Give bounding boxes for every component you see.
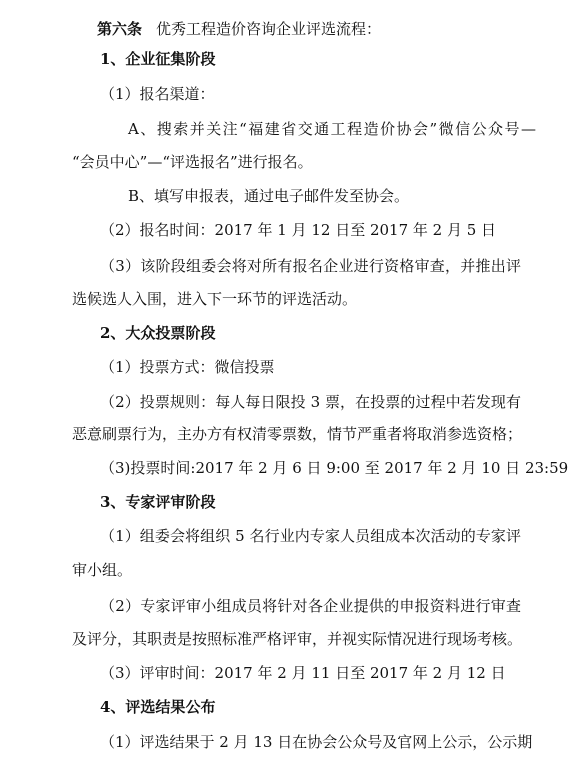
s3-p2-line2: 及评分，其职责是按照标准严格评审，并视实际情况进行现场考核。 (72, 630, 523, 648)
s2-p1: （1）投票方式：微信投票 (100, 358, 275, 376)
section-4-heading: 4、评选结果公布 (100, 698, 216, 716)
s3-p1-line1: （1）组委会将组织 5 名行业内专家人员组成本次活动的专家评 (100, 527, 521, 545)
article-title: 优秀工程造价咨询企业评选流程： (156, 20, 382, 38)
s1-p3-line2: 选候选人入围，进入下一环节的评选活动。 (72, 290, 358, 308)
article-label: 第六条 (97, 20, 143, 38)
s1-p3-line1: （3）该阶段组委会将对所有报名企业进行资格审查，并推出评 (100, 257, 521, 275)
s2-p2-line2: 恶意刷票行为，主办方有权清零票数，情节严重者将取消参选资格； (72, 425, 523, 443)
s1-p1-a-line2: “会员中心”—“评选报名”进行报名。 (72, 153, 313, 171)
s2-p2-line1: （2）投票规则：每人每日限投 3 票，在投票的过程中若发现有 (100, 393, 521, 411)
s1-p1-label: （1）报名渠道： (100, 85, 215, 103)
section-1-heading: 1、企业征集阶段 (100, 50, 216, 68)
s3-p2-line1: （2）专家评审小组成员将针对各企业提供的申报资料进行审查 (100, 597, 521, 615)
section-2-heading: 2、大众投票阶段 (100, 324, 216, 342)
s4-p1-line1: （1）评选结果于 2 月 13 日在协会公众号及官网上公示，公示期 (100, 733, 533, 751)
s1-p1-a-line1: A、搜索并关注“福建省交通工程造价协会”微信公众号— (128, 120, 536, 138)
article-heading (97, 19, 381, 39)
s1-p2: （2）报名时间：2017 年 1 月 12 日至 2017 年 2 月 5 日 (100, 221, 497, 239)
s1-p1-b: B、填写申报表，通过电子邮件发至协会。 (128, 187, 410, 205)
section-3-heading: 3、专家评审阶段 (100, 493, 216, 511)
s3-p1-line2: 审小组。 (72, 561, 133, 579)
s2-p3: （3)投票时间:2017 年 2 月 6 日 9:00 至 2017 年 2 月 10 日 23:59 (100, 459, 569, 477)
s3-p3: （3）评审时间：2017 年 2 月 11 日至 2017 年 2 月 12 日 (100, 664, 506, 682)
